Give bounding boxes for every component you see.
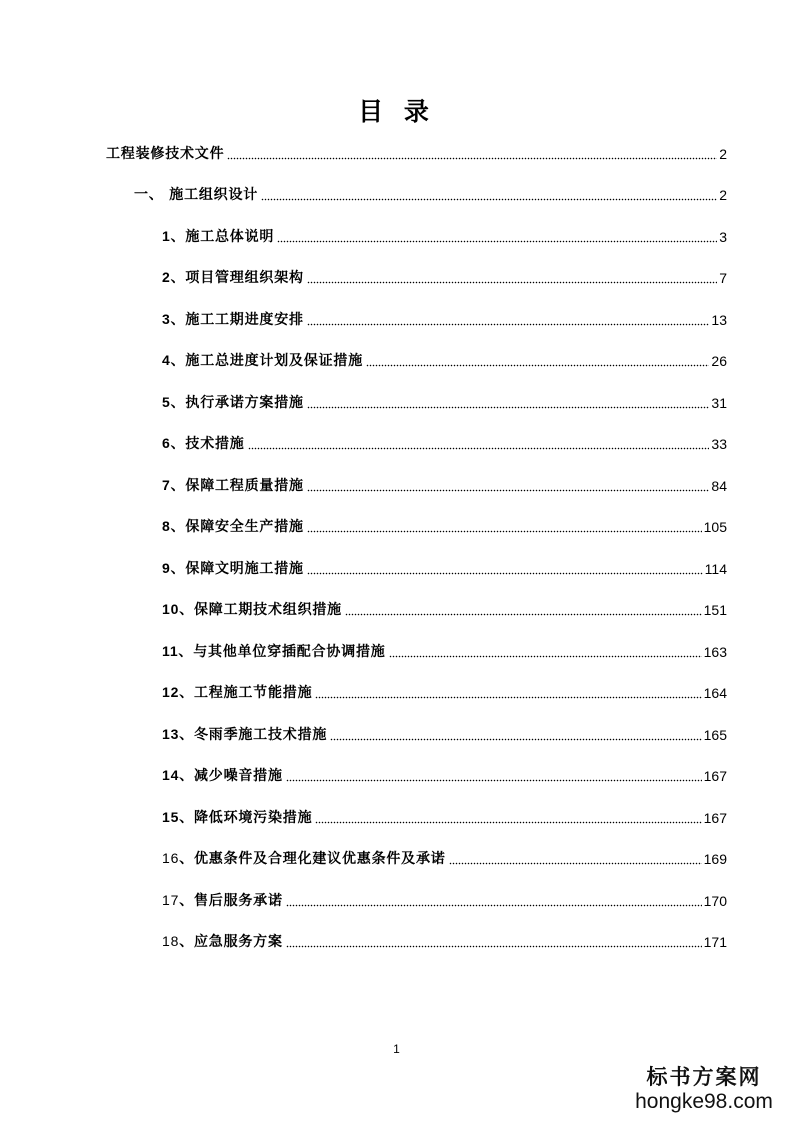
toc-entry[interactable] (162, 390, 727, 412)
watermark (629, 1064, 779, 1114)
toc-entry-page: 26 (711, 353, 727, 369)
toc-entry[interactable] (162, 846, 727, 868)
toc-entry[interactable] (162, 307, 727, 329)
toc-entry-page: 114 (704, 561, 727, 577)
toc-entry[interactable] (162, 680, 727, 702)
dot-leader (277, 229, 717, 243)
toc-entry-page: 167 (703, 810, 727, 826)
toc-entry-page: 33 (711, 436, 727, 452)
toc-entry-label: 2、项目管理组织架构 (162, 269, 304, 286)
dot-leader (307, 561, 703, 575)
toc-entry[interactable] (162, 265, 727, 287)
toc-entry-page: 2 (719, 146, 727, 162)
toc-entry-label: 13、冬雨季施工技术措施 (162, 726, 328, 743)
toc-entry[interactable] (162, 722, 727, 744)
toc-entry[interactable] (162, 224, 727, 246)
toc-entry-label: 16、优惠条件及合理化建议优惠条件及承诺 (162, 850, 446, 867)
toc-entry-page: 167 (703, 768, 727, 784)
toc-entry-page: 151 (703, 602, 727, 618)
toc-entry-label: 一、 施工组织设计 (134, 187, 259, 203)
toc-entry-page: 2 (719, 187, 727, 203)
dot-leader (248, 436, 710, 450)
dot-leader (286, 893, 702, 907)
toc-entry[interactable] (162, 639, 727, 661)
page-number: 1 (393, 1042, 400, 1056)
page-title: 目 录 (358, 97, 435, 126)
toc-entry[interactable] (162, 556, 727, 578)
toc-entry[interactable] (162, 763, 727, 785)
toc-entry[interactable] (162, 805, 727, 827)
toc-entry[interactable] (134, 182, 727, 204)
toc-entry-page: 13 (711, 312, 727, 328)
dot-leader (315, 810, 701, 824)
dot-leader (307, 312, 710, 326)
toc-entry-label: 14、减少噪音措施 (162, 767, 283, 784)
toc-entry-page: 163 (703, 644, 727, 660)
dot-leader (307, 519, 702, 533)
toc-entry[interactable] (162, 514, 727, 536)
dot-leader (307, 478, 710, 492)
toc-entry-page: 84 (711, 478, 727, 494)
dot-leader (389, 644, 702, 658)
toc-entry-label: 1、施工总体说明 (162, 228, 275, 245)
dot-leader (366, 353, 709, 367)
toc-entry[interactable] (162, 431, 727, 453)
watermark-brand: 标书方案网 (646, 1064, 762, 1089)
toc-entry[interactable] (162, 929, 727, 951)
toc-entry-label: 10、保障工期技术组织措施 (162, 601, 342, 618)
dot-leader (315, 685, 701, 699)
toc-entry[interactable] (106, 141, 727, 163)
toc-entry-page: 170 (703, 893, 727, 909)
dot-leader (345, 602, 702, 616)
toc-entry[interactable] (162, 348, 727, 370)
toc-entry-label: 4、施工总进度计划及保证措施 (162, 352, 363, 369)
dot-leader (307, 270, 717, 284)
toc-entry-page: 3 (719, 229, 727, 245)
dot-leader (286, 934, 702, 948)
toc-entry-label: 6、技术措施 (162, 435, 245, 452)
toc-entry-label: 8、保障安全生产措施 (162, 518, 304, 535)
toc-entry-label: 7、保障工程质量措施 (162, 477, 304, 494)
toc-entry-page: 171 (703, 934, 727, 950)
dot-leader (261, 187, 717, 201)
dot-leader (286, 768, 702, 782)
toc-entry-page: 164 (703, 685, 727, 701)
toc-entry-page: 169 (703, 851, 727, 867)
toc-entry-label: 3、施工工期进度安排 (162, 311, 304, 328)
dot-leader (307, 395, 710, 409)
toc-entry-label: 15、降低环境污染措施 (162, 809, 313, 826)
dot-leader (449, 851, 702, 865)
dot-leader (227, 146, 717, 160)
toc-entry-label: 工程装修技术文件 (106, 146, 225, 162)
toc-entry[interactable] (162, 888, 727, 910)
watermark-url: hongke98.com (635, 1090, 773, 1113)
toc-entry-page: 105 (703, 519, 727, 535)
dot-leader (330, 727, 701, 741)
toc-entry-label: 17、售后服务承诺 (162, 892, 283, 909)
toc-entry-label: 18、应急服务方案 (162, 933, 283, 950)
toc-entry-label: 9、保障文明施工措施 (162, 560, 304, 577)
toc-entry-label: 12、工程施工节能措施 (162, 684, 313, 701)
toc-entry-page: 31 (711, 395, 727, 411)
toc-entry-page: 7 (719, 270, 727, 286)
toc-entry[interactable] (162, 473, 727, 495)
toc-entry-label: 5、执行承诺方案措施 (162, 394, 304, 411)
toc-entry-label: 11、与其他单位穿插配合协调措施 (162, 643, 386, 660)
toc-entry[interactable] (162, 597, 727, 619)
toc-entry-page: 165 (703, 727, 727, 743)
